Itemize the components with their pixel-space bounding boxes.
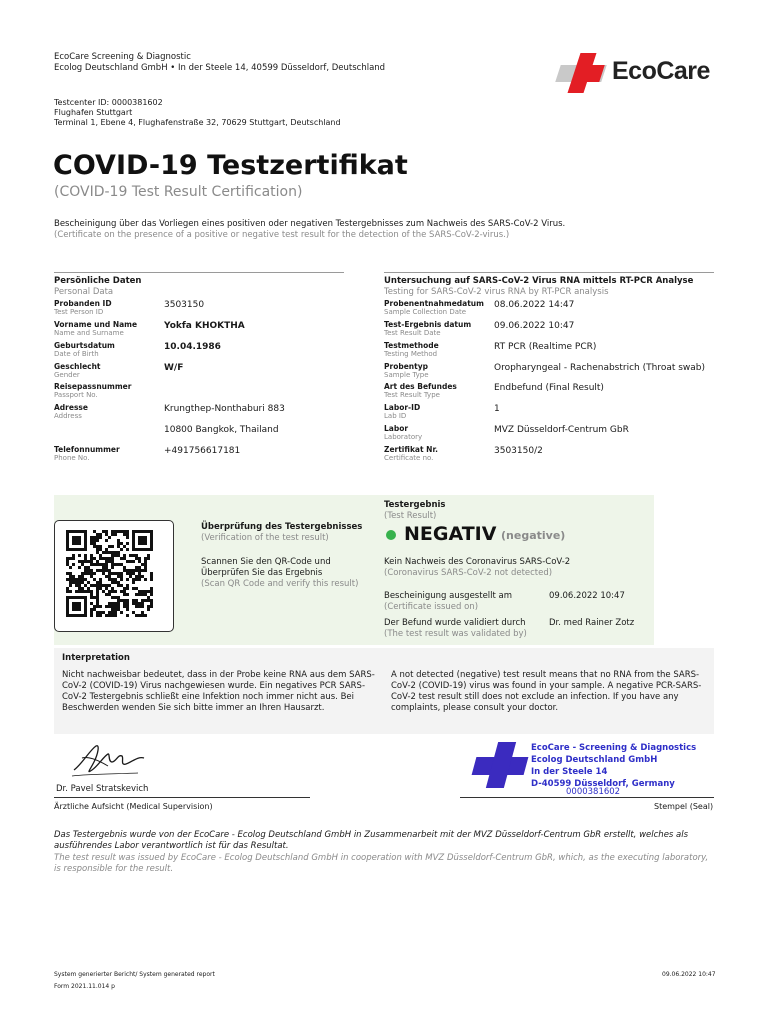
signature-name: Dr. Pavel Stratskevich <box>56 784 149 794</box>
testcenter-address: Terminal 1, Ebene 4, Flughafenstraße 32, 70629 Stuttgart, Deutschland <box>54 118 341 127</box>
stamp-line5: 0000381602 <box>566 787 621 797</box>
testcenter-name: Flughafen Stuttgart <box>54 108 133 117</box>
description-en: (Certificate on the presence of a positive or negative test result for the detection of the SARS-CoV-2-virus.) <box>54 230 510 240</box>
label-gender: Geschlecht <box>54 362 101 371</box>
footer-form-number: Form 2021.11.014 p <box>54 983 115 990</box>
result-value: NEGATIV <box>404 523 497 545</box>
label-passport-en: Passport No. <box>54 391 98 399</box>
ecocare-logo <box>552 52 722 94</box>
interpretation-text-de: Nicht nachweisbar bedeutet, dass in der Probe keine RNA aus dem SARS-CoV-2 (COVID-19) Virus nachgewiesen wurde. Ein negatives PCR SARS-CoV-2 Testergebnis schließt eine Infektion noch immer nicht aus. Bei Beschwerden wenden Sie sich bitte immer an Ihren Hausarzt. <box>62 670 375 713</box>
stamp-line1: EcoCare - Screening & Diagnostics <box>531 743 697 753</box>
label-dob: Geburtsdatum <box>54 341 115 350</box>
label-address: Adresse <box>54 403 88 412</box>
footer-timestamp: 09.06.2022 10:47 <box>662 971 716 978</box>
value-lab: MVZ Düsseldorf-Centrum GbR <box>494 425 629 435</box>
validated-label-en: (The test result was validated by) <box>384 629 527 639</box>
label-passport: Reisepassnummer <box>54 382 132 391</box>
value-certificate-no: 3503150/2 <box>494 446 543 456</box>
label-person-id-en: Test Person ID <box>54 308 104 316</box>
label-result-date: Test-Ergebnis datum <box>384 320 472 329</box>
label-method-en: Testing Method <box>384 350 438 358</box>
interpretation-heading: Interpretation <box>62 653 130 663</box>
label-result-date-en: Test Result Date <box>384 329 441 337</box>
value-dob: 10.04.1986 <box>164 342 221 352</box>
label-person-id: Probanden ID <box>54 299 112 308</box>
value-gender: W/F <box>164 363 184 373</box>
test-heading: Untersuchung auf SARS-CoV-2 Virus RNA mittels RT-PCR Analyse <box>384 276 694 286</box>
label-certificate-no: Zertifikat Nr. <box>384 445 438 454</box>
value-phone: +491756617181 <box>164 446 241 456</box>
result-heading-en: (Test Result) <box>384 511 437 521</box>
logo-text: EcoCare <box>612 57 710 85</box>
description-de: Bescheinigung über das Vorliegen eines positiven oder negativen Testergebnisses zum Nachweis des SARS-CoV-2 Virus. <box>54 219 566 229</box>
value-method: RT PCR (Realtime PCR) <box>494 342 597 352</box>
validated-label: Der Befund wurde validiert durch <box>384 618 526 628</box>
verify-line-en: (Scan QR Code and verify this result) <box>201 579 359 589</box>
label-sample-date-en: Sample Collection Date <box>384 308 467 316</box>
value-address-line1: Krungthep-Nonthaburi 883 <box>164 404 285 414</box>
issued-label-en: (Certificate issued on) <box>384 602 479 612</box>
label-method: Testmethode <box>384 341 439 350</box>
label-lab-en: Laboratory <box>384 433 423 441</box>
verify-heading: Überprüfung des Testergebnisses <box>201 522 363 532</box>
label-sample-date: Probenentnahmedatum <box>384 299 484 308</box>
divider <box>54 272 344 273</box>
label-sample-type: Probentyp <box>384 362 428 371</box>
signature-image <box>68 740 150 782</box>
result-detail-en: (Coronavirus SARS-CoV-2 not detected) <box>384 568 553 578</box>
company-address: Ecolog Deutschland GmbH • In der Steele 14, 40599 Düsseldorf, Deutschland <box>54 63 386 73</box>
disclaimer-de: Das Testergebnis wurde von der EcoCare - Ecolog Deutschland GmbH in Zusammenarbeit mit der MVZ Düsseldorf-Centrum GbR erstellt, welches als ausführendes Labor verantwortlich ist für das Resultat. <box>54 830 689 851</box>
interpretation-text-en: A not detected (negative) test result means that no RNA from the SARS-CoV-2 (COVID-19) virus was found in your sample. A negative PCR-SARS-CoV-2 test result still does not exclude an infection. If you have any complaints, please consult your doctor. <box>391 670 702 713</box>
label-phone-en: Phone No. <box>54 454 90 462</box>
label-name: Vorname und Name <box>54 320 138 329</box>
personal-heading-en: Personal Data <box>54 287 114 297</box>
label-sample-type-en: Sample Type <box>384 371 429 379</box>
stamp-line3: In der Steele 14 <box>531 767 608 777</box>
value-sample-date: 08.06.2022 14:47 <box>494 300 575 310</box>
label-name-en: Name and Surname <box>54 329 124 337</box>
value-result-type: Endbefund (Final Result) <box>494 383 604 393</box>
signature-line <box>54 797 310 798</box>
divider <box>384 272 714 273</box>
stamp-line2: Ecolog Deutschland GmbH <box>531 755 658 765</box>
footer-system-report: System generierter Bericht/ System generated report <box>54 971 215 978</box>
issued-label: Bescheinigung ausgestellt am <box>384 591 513 601</box>
qr-code-icon[interactable] <box>66 530 162 620</box>
value-name: Yokfa KHOKTHA <box>164 321 245 331</box>
issued-value: 09.06.2022 10:47 <box>549 591 625 601</box>
page-subtitle: (COVID-19 Test Result Certification) <box>54 184 303 200</box>
label-result-type: Art des Befundes <box>384 382 457 391</box>
value-person-id: 3503150 <box>164 300 205 310</box>
disclaimer-en: The test result was issued by EcoCare - Ecolog Deutschland GmbH in cooperation with MVZ Düsseldorf-Centrum GbR, which, as the executing laboratory, is responsible for the result. <box>54 853 709 874</box>
verify-line1: Scannen Sie den QR-Code und <box>201 557 331 567</box>
value-sample-type: Oropharyngeal - Rachenabstrich (Throat swab) <box>494 363 706 373</box>
stamp-line4: D-40599 Düsseldorf, Germany <box>531 779 675 789</box>
stamp-line <box>460 797 714 798</box>
signature-role: Ärztliche Aufsicht (Medical Supervision) <box>54 802 213 811</box>
validated-value: Dr. med Rainer Zotz <box>549 618 635 628</box>
label-phone: Telefonnummer <box>54 445 120 454</box>
label-gender-en: Gender <box>54 371 80 379</box>
label-address-en: Address <box>54 412 82 420</box>
label-certificate-no-en: Certificate no. <box>384 454 434 462</box>
result-heading: Testergebnis <box>384 500 446 510</box>
result-detail: Kein Nachweis des Coronavirus SARS-CoV-2 <box>384 557 571 567</box>
label-lab-id: Labor-ID <box>384 403 421 412</box>
label-dob-en: Date of Birth <box>54 350 99 358</box>
personal-heading: Persönliche Daten <box>54 276 142 286</box>
result-value-en: (negative) <box>501 529 566 542</box>
cross-logo-icon <box>558 53 606 93</box>
test-heading-en: Testing for SARS-CoV-2 virus RNA by RT-PCR analysis <box>384 287 609 297</box>
verify-heading-en: (Verification of the test result) <box>201 533 329 543</box>
value-result-date: 09.06.2022 10:47 <box>494 321 575 331</box>
page-title: COVID-19 Testzertifikat <box>53 150 408 181</box>
value-address-line2: 10800 Bangkok, Thailand <box>164 425 279 435</box>
label-result-type-en: Test Result Type <box>384 391 440 399</box>
negative-status-icon <box>386 530 396 540</box>
qr-code-frame[interactable] <box>54 520 174 632</box>
verify-line2: Überprüfen Sie das Ergebnis <box>201 568 323 578</box>
value-lab-id: 1 <box>494 404 500 414</box>
label-lab-id-en: Lab ID <box>384 412 407 420</box>
label-lab: Labor <box>384 424 409 433</box>
testcenter-id: Testcenter ID: 0000381602 <box>54 98 163 107</box>
stamp-label: Stempel (Seal) <box>654 802 714 811</box>
stamp-cross-icon <box>474 742 530 788</box>
company-name: EcoCare Screening & Diagnostic <box>54 52 191 62</box>
